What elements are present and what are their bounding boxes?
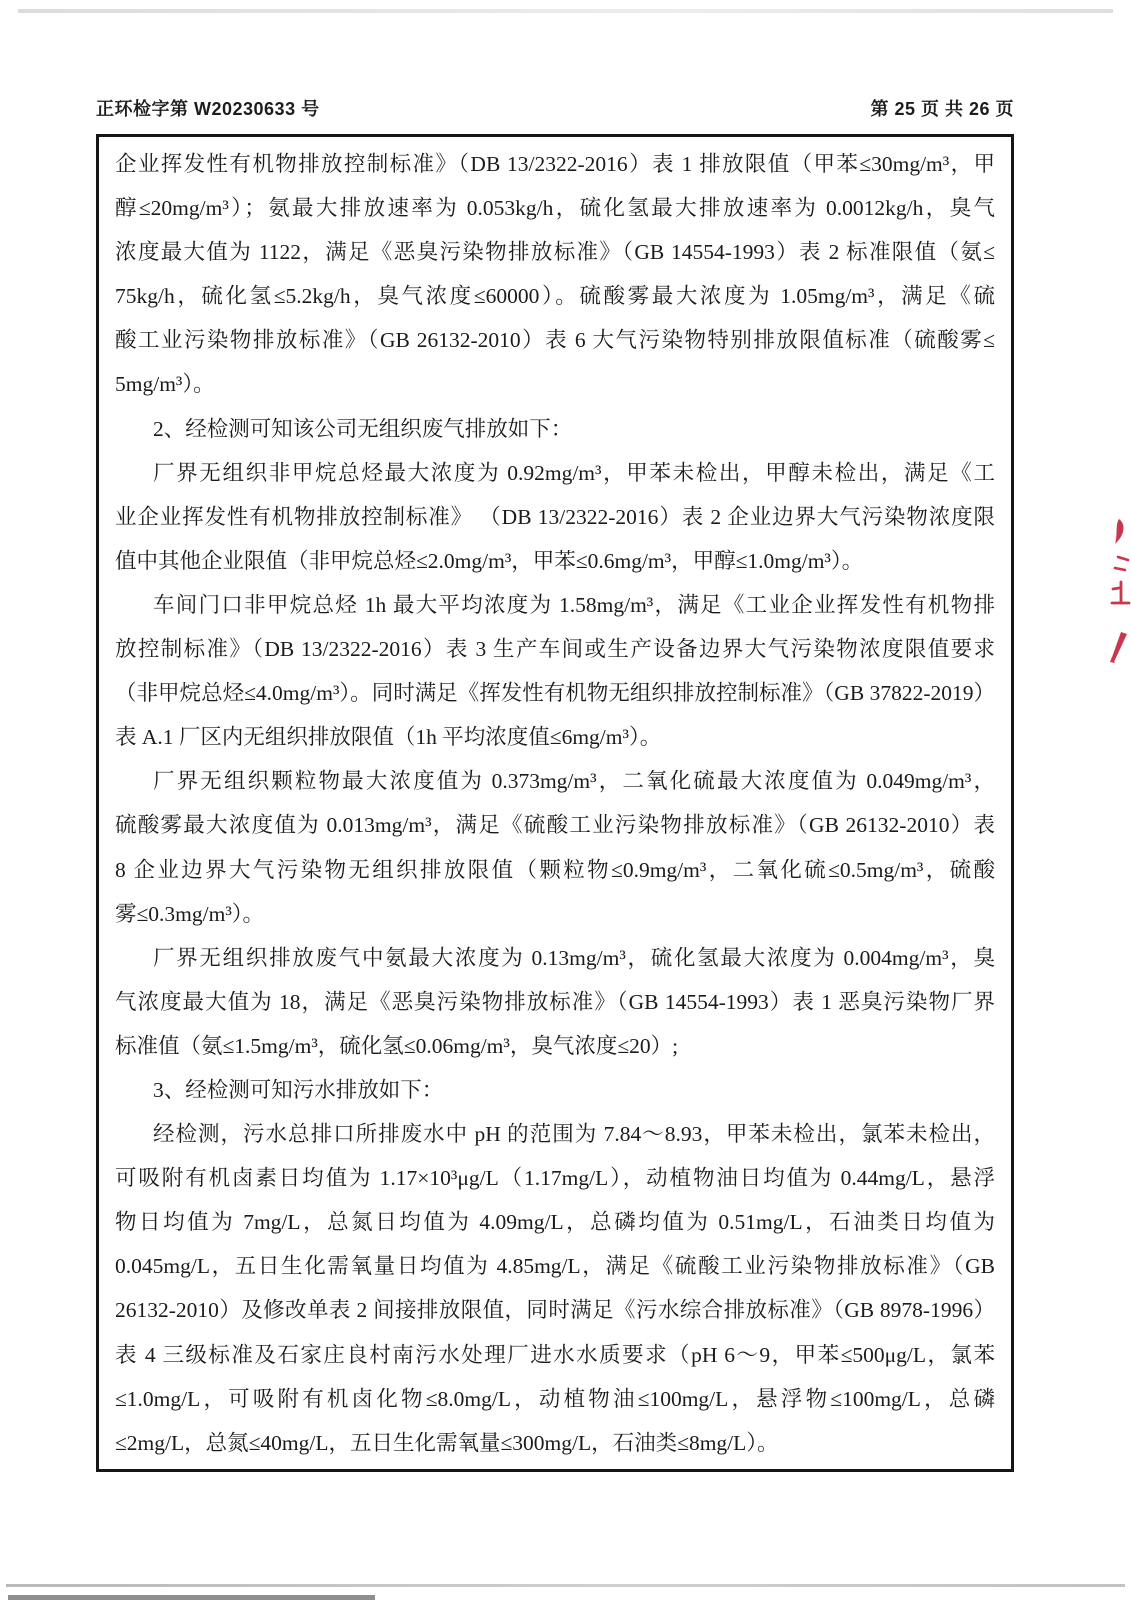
text-line: 醇≤20mg/m³）；氨最大排放速率为 0.053kg/h，硫化氢最大排放速率为 0.0012kg/h，臭气 <box>115 196 995 221</box>
text-line: 厂界无组织排放废气中氨最大浓度为 0.13mg/m³，硫化氢最大浓度为 0.004mg/m³，臭 <box>153 945 995 970</box>
text-line: 值中其他企业限值（非甲烷总烃≤2.0mg/m³，甲苯≤0.6mg/m³，甲醇≤1.0mg/m³）。 <box>115 548 864 573</box>
page-indicator: 第 25 页 共 26 页 <box>870 99 1014 119</box>
text-line: 0.045mg/L，五日生化需氧量日均值为 4.85mg/L，满足《硫酸工业污染物排放标准》（GB <box>115 1254 995 1279</box>
red-pen-mark-tbar <box>1112 582 1129 603</box>
text-line: 表 A.1 厂区内无组织排放限值（1h 平均浓度值≤6mg/m³）。 <box>115 725 662 750</box>
text-line: 8 企业边界大气污染物无组织排放限值（颗粒物≤0.9mg/m³，二氧化硫≤0.5mg/m³，硫酸 <box>115 857 995 882</box>
text-line: 企业挥发性有机物排放控制标准》（DB 13/2322-2016）表 1 排放限值（甲苯≤30mg/m³，甲 <box>115 152 995 176</box>
text-line: 气浓度最大值为 18，满足《恶臭污染物排放标准》（GB 14554-1993）表 1 恶臭污染物厂界 <box>115 989 995 1014</box>
text-line: 硫酸雾最大浓度值为 0.013mg/m³，满足《硫酸工业污染物排放标准》（GB 26132-2010）表 <box>115 813 995 838</box>
text-line: 26132-2010）及修改单表 2 间接排放限值，同时满足《污水综合排放标准》（GB 8978-1996） <box>115 1298 995 1323</box>
text-line: 标准值（氨≤1.5mg/m³，硫化氢≤0.06mg/m³，臭气浓度≤20）; <box>115 1033 679 1058</box>
text-line: 5mg/m³）。 <box>115 372 215 397</box>
scan-artifact-bottom-line <box>6 1584 1125 1587</box>
scan-artifact-top-edge <box>18 9 1113 13</box>
text-line: 表 4 三级标准及石家庄良村南污水处理厂进水水质要求（pH 6～9，甲苯≤500μg/L，氯苯 <box>115 1342 995 1367</box>
text-line: 浓度最大值为 1122，满足《恶臭污染物排放标准》（GB 14554-1993）表 2 标准限值（氨≤ <box>115 240 995 265</box>
red-pen-marks <box>1098 510 1131 670</box>
text-line: 厂界无组织颗粒物最大浓度值为 0.373mg/m³，二氧化硫最大浓度值为 0.049mg/m³， <box>153 769 995 794</box>
text-line: ≤1.0mg/L，可吸附有机卤化物≤8.0mg/L，动植物油≤100mg/L，悬浮物≤100mg/L，总磷 <box>115 1386 995 1411</box>
text-line: 75kg/h，硫化氢≤5.2kg/h，臭气浓度≤60000）。硫酸雾最大浓度为 1.05mg/m³，满足《硫 <box>115 284 995 309</box>
text-line: 车间门口非甲烷总烃 1h 最大平均浓度为 1.58mg/m³，满足《工业企业挥发性有机物排 <box>153 592 995 617</box>
scan-artifact-bottom-strip <box>8 1595 375 1600</box>
text-line: 雾≤0.3mg/m³）。 <box>115 901 265 926</box>
text-line: （非甲烷总烃≤4.0mg/m³）。同时满足《挥发性有机物无组织排放控制标准》（GB 37822-2019） <box>115 681 995 706</box>
report-body-frame <box>96 134 1014 1472</box>
text-line: 业企业挥发性有机物排放控制标准》 （DB 13/2322-2016）表 2 企业边界大气污染物浓度限 <box>115 504 995 529</box>
text-line: 物日均值为 7mg/L，总氮日均值为 4.09mg/L，总磷均值为 0.51mg/L，石油类日均值为 <box>115 1210 995 1235</box>
red-pen-mark-double-stroke <box>1115 557 1128 570</box>
text-line: 经检测，污水总排口所排废水中 pH 的范围为 7.84～8.93，甲苯未检出，氯苯未检出， <box>153 1122 995 1147</box>
report-number: 正环检字第 W20230633 号 <box>96 99 320 119</box>
text-line: 厂界无组织非甲烷总烃最大浓度为 0.92mg/m³，甲苯未检出，甲醇未检出，满足《工 <box>153 460 995 485</box>
red-pen-mark-comma <box>1115 519 1124 544</box>
text-line: ≤2mg/L，总氮≤40mg/L，五日生化需氧量≤300mg/L，石油类≤8mg/L）。 <box>115 1430 779 1455</box>
red-pen-mark-slash <box>1110 632 1127 663</box>
page-header <box>96 95 1014 121</box>
text-line: 2、经检测可知该公司无组织废气排放如下： <box>153 416 573 441</box>
text-line: 可吸附有机卤素日均值为 1.17×10³μg/L（1.17mg/L），动植物油日均值为 0.44mg/L，悬浮 <box>115 1166 995 1191</box>
text-line: 酸工业污染物排放标准》（GB 26132-2010）表 6 大气污染物特别排放限值标准（硫酸雾≤ <box>115 328 995 353</box>
text-line: 放控制标准》（DB 13/2322-2016）表 3 生产车间或生产设备边界大气污染物浓度限值要求 <box>115 637 995 662</box>
text-line: 3、经检测可知污水排放如下： <box>153 1077 444 1102</box>
